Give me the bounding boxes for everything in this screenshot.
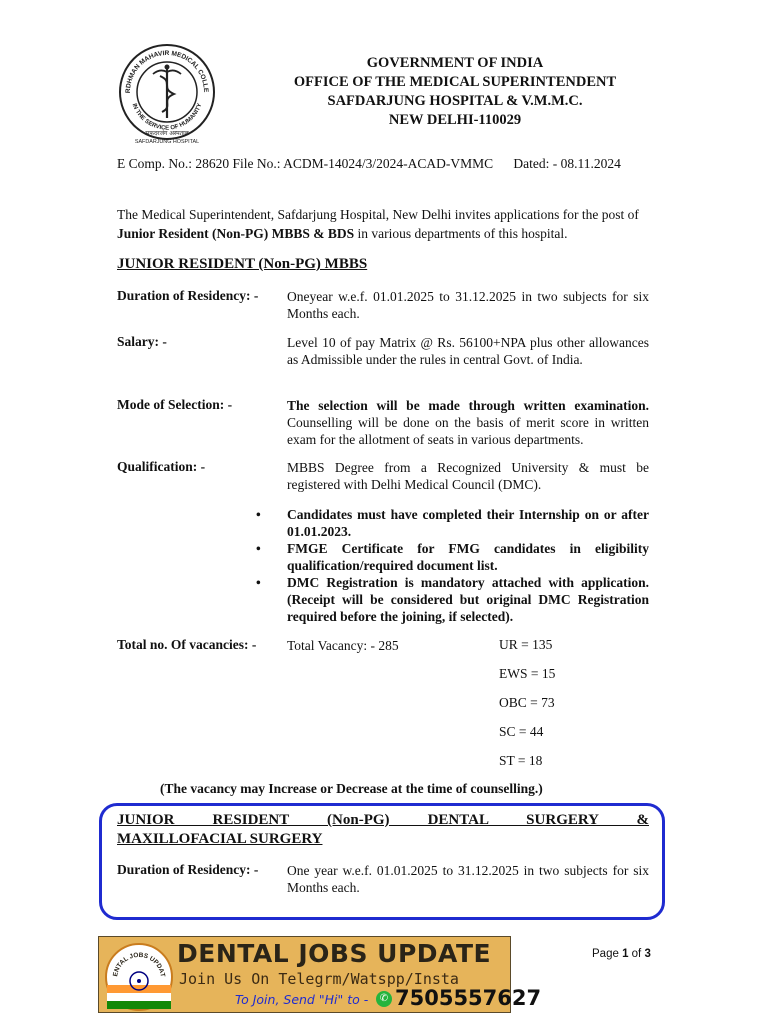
qualification-value: MBBS Degree from a Recognized University & must be registered with Delhi Medical Council (DMC). (287, 460, 649, 492)
selection-bold: The selection will be made through written examination. (287, 398, 649, 413)
banner-badge (105, 943, 173, 1011)
selection-value (287, 397, 649, 448)
page-number (592, 948, 651, 960)
selection-rest: Counselling will be done on the basis of merit score in written exam for the allotment of seats in various departments. (287, 415, 649, 447)
list-item: • DMC Registration is mandatory attached with application. (Receipt will be considered but original DMC Registration required before the joining, if selected). (252, 574, 649, 625)
vacancy-category: OBC = 73 (499, 695, 555, 710)
vacancies-label: Total no. Of vacancies: - (117, 637, 257, 652)
banner-badge-text: ENTAL JOBS UPDAT (112, 951, 166, 978)
logo-ring-text-bottom: IN THE SERVICE OF HUMANITY (130, 102, 204, 132)
dental-duration-label: Duration of Residency: - (117, 862, 259, 877)
selection-label: Mode of Selection: - (117, 397, 233, 412)
page-prefix: Page (592, 948, 623, 960)
vacancy-category: UR = 135 (499, 637, 553, 652)
qualification-label: Qualification: - (117, 459, 206, 474)
intro-paragraph (117, 205, 653, 243)
banner-title: DENTAL JOBS UPDATE (177, 939, 492, 968)
vacancy-category: SC = 44 (499, 724, 544, 739)
section-title-dental-line-1: JUNIOR RESIDENT (Non-PG) DENTAL SURGERY & (117, 812, 649, 828)
intro-text-2: in various departments of this hospital. (354, 226, 568, 241)
banner-subtitle: Join Us On Telegrm/Watspp/Insta (179, 970, 459, 988)
logo-hindi-text: सफदरजंग अस्पताल (145, 130, 189, 137)
page-total: 3 (644, 948, 651, 960)
header-line-2: OFFICE OF THE MEDICAL SUPERINTENDENT (293, 74, 617, 90)
duration-value: Oneyear w.e.f. 01.01.2025 to 31.12.2025 in two subjects for six Months each. (287, 289, 649, 321)
banner-phone[interactable]: 7505557627 (395, 986, 542, 1010)
duration-label: Duration of Residency: - (117, 288, 259, 303)
page-middle: of (628, 948, 645, 960)
vacancy-category: EWS = 15 (499, 666, 556, 681)
list-item: • Candidates must have completed their Internship on or after 01.01.2023. (252, 506, 649, 540)
whatsapp-icon: ✆ (376, 991, 392, 1007)
section-title-dental (117, 811, 649, 849)
logo-caption: SAFDARJUNG HOSPITAL (134, 139, 200, 145)
svg-text:VARDHMAN MAHAVIR MEDICAL COLLE (108, 36, 209, 93)
section-title-dental-line-2: MAXILLOFACIAL SURGERY (117, 831, 323, 847)
salary-value: Level 10 of pay Matrix @ Rs. 56100+NPA plus other allowances as Admissible under the rules in central Govt. of India. (287, 335, 649, 367)
list-item: • FMGE Certificate for FMG candidates in eligibility qualification/required document list. (252, 540, 649, 574)
intro-text-1: The Medical Superintendent, Safdarjung Hospital, New Delhi invites applications for the post of (117, 207, 639, 222)
dental-duration-value: One year w.e.f. 01.01.2025 to 31.12.2025 in two subjects for six Months each. (287, 863, 649, 895)
dental-jobs-banner[interactable] (98, 936, 542, 1013)
reference-line: E Comp. No.: 28620 File No.: ACDM-14024/3/2024-ACAD-VMMC Dated: - 08.11.2024 (117, 156, 621, 171)
vacancies-total: Total Vacancy: - 285 (287, 638, 399, 653)
requirements-list (252, 506, 649, 625)
intro-post-name: Junior Resident (Non-PG) MBBS & BDS (117, 226, 355, 241)
vacancy-note: (The vacancy may Increase or Decrease at the time of counselling.) (160, 781, 543, 796)
section-title-mbbs: JUNIOR RESIDENT (Non-PG) MBBS (117, 256, 368, 272)
header-line-3: SAFDARJUNG HOSPITAL & V.M.M.C. (327, 93, 583, 109)
banner-cta: To Join, Send "Hi" to - (235, 992, 369, 1007)
hospital-logo (108, 36, 226, 146)
header-line-1: GOVERNMENT OF INDIA (366, 55, 544, 71)
salary-label: Salary: - (117, 334, 167, 349)
header-line-4: NEW DELHI-110029 (388, 112, 522, 128)
page-current: 1 (622, 948, 629, 960)
vacancy-category: ST = 18 (499, 753, 543, 768)
logo-ring-text-top: RDHMAN MAHAVIR MEDICAL COLLE (124, 49, 210, 94)
